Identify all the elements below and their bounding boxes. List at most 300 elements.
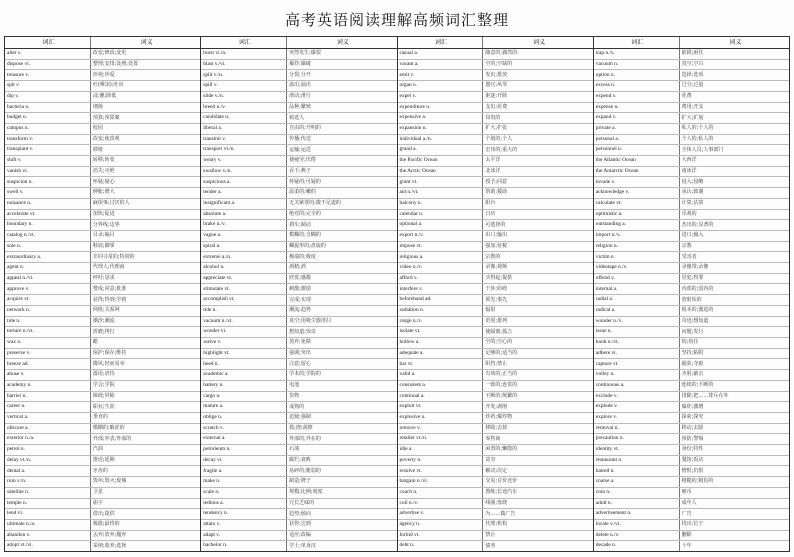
meaning-cell: 有效的;正当的 [485,371,518,378]
table-row [594,167,789,178]
word-cell: expansion n. [398,124,484,134]
table-row [5,488,200,499]
meaning-cell: 爆炸;爆破 [289,61,311,68]
meaning-cell: 教练;长途汽车 [485,489,518,496]
table-row [5,220,200,231]
table-row [201,103,396,114]
table-row [594,49,789,60]
table-column-3 [398,37,594,551]
table-row [201,327,396,338]
word-cell: accomplish vt. [201,295,287,305]
table-row [398,466,593,477]
meaning-cell: 腐烂;衰败 [289,457,311,464]
meaning-cell: 模糊的;含糊的 [289,232,321,239]
table-row [201,274,396,285]
table-row [201,477,396,488]
table-row [5,156,200,167]
table-row [5,263,200,274]
word-cell: external a. [201,434,287,444]
meaning-cell: 费用;开支 [681,103,704,110]
meaning-cell: 规模;比例;刻度 [289,489,323,496]
table-row [201,349,396,360]
table-row [594,499,789,510]
word-cell: expensive a. [398,113,484,123]
word-cell: battery n. [201,381,287,391]
meaning-cell: 学士;单身汉 [289,542,316,549]
meaning-cell: 溢出;涌出 [289,82,311,89]
meaning-cell: 广告 [681,510,692,517]
meaning-cell: 滥用;虐待 [92,371,115,378]
meaning-cell: 进口;输入 [681,232,704,239]
word-cell: tide n. [201,306,287,316]
word-cell: exploit vt. [398,402,484,412]
table-row [398,327,593,338]
meaning-cell: 线圈;盘绕 [485,499,508,506]
table-row [398,49,593,60]
meaning-cell: 适应;改编 [289,531,311,538]
meaning-cell: 阳台 [485,200,496,207]
table-row [398,295,593,306]
meaning-cell: 范围;排列 [485,317,508,324]
word-cell: continuous a. [594,381,680,391]
word-cell: explosive n. [398,413,484,423]
meaning-cell: 汽油 [92,446,103,453]
table-row [5,188,200,199]
table-row [5,124,200,135]
word-cell: coach n. [398,488,484,498]
table-row [201,317,396,328]
meaning-cell: 学会;学院 [92,382,115,389]
word-cell: acknowledge v. [594,188,680,198]
word-cell: adapt v. [201,531,287,541]
word-cell: vacuum n./vt. [201,317,287,327]
word-cell: satellite n. [5,488,91,498]
word-cell: delete n./v. [594,531,680,541]
table-row [201,392,396,403]
table-row [594,477,789,488]
meaning-cell: 肿胀;增大 [92,189,115,196]
word-cell: alcohol n. [201,263,287,273]
meaning-cell: 完成;实现 [289,296,311,303]
meaning-cell: 改变;修改;变更 [92,50,127,57]
table-row [594,70,789,81]
header-word: 词汇 [5,37,91,48]
table-row [201,488,396,499]
table-row [594,520,789,531]
word-cell: shift v. [5,156,91,166]
word-cell: burst vi./n. [201,49,287,59]
word-cell: spiral a. [201,242,287,252]
word-cell: agency n. [398,520,484,530]
table-row [201,424,396,435]
table-row [594,349,789,360]
meaning-cell: 授予;同意 [485,178,508,185]
table-row [398,424,593,435]
word-cell: abandon v. [5,531,91,541]
meaning-cell: 支出;花费 [485,103,508,110]
table-row [398,488,593,499]
word-cell: career n. [5,402,91,412]
column-header [5,37,200,49]
table-row [201,70,396,81]
word-cell: excess n. [594,81,680,91]
table-row [201,210,396,221]
table-row [594,488,789,499]
header-meaning: 词义 [336,39,349,46]
meaning-cell: 欣赏;感激 [289,275,311,282]
table-row [398,113,593,124]
word-cell: obscure a. [5,424,91,434]
word-cell: radiation n. [398,306,484,316]
table-row [398,456,593,467]
table-row [398,520,593,531]
word-cell: invade v. [594,177,680,187]
word-cell: retailer vt./n. [398,434,484,444]
word-cell: academy n. [5,381,91,391]
word-cell: explode v. [594,402,680,412]
table-row [5,231,200,242]
table-row [398,167,593,178]
word-cell: hook n./vt. [594,338,680,348]
word-cell: outstanding a. [594,220,680,230]
word-cell: academic a. [201,370,287,380]
word-cell: liberal a. [201,124,287,134]
word-cell: treasure v. [5,70,91,80]
table-row [398,70,593,81]
word-cell: removal n. [594,424,680,434]
table-row [5,295,200,306]
meaning-cell: 刹车;制动 [289,221,311,228]
word-cell: vacuum n. [594,60,680,70]
meaning-cell: 分裂;分开 [289,71,311,78]
table-row [201,434,396,445]
word-cell: religious a. [398,252,484,262]
table-row [5,252,200,263]
meaning-cell: 非同寻常的;特别的 [92,253,135,260]
meaning-cell: 麻烦事;讨厌的人 [92,200,130,207]
table-row [398,541,593,551]
table-row [5,541,200,551]
meaning-cell: 自由的;开明的 [289,125,321,132]
table-row [594,177,789,188]
meaning-cell: 根本的;激进的 [681,307,714,314]
word-cell: accelerate vt. [5,210,91,220]
word-cell: preserve v. [5,349,91,359]
meaning-cell: 潮流;趋势 [289,307,311,314]
table-row [5,60,200,71]
word-cell: acquire vt. [5,295,91,305]
meaning-cell: 预防;警惕 [681,435,704,442]
meaning-cell: 校园 [92,125,103,132]
column-header [594,37,789,49]
table-row [398,188,593,199]
page-title: 高考英语阅读理解高频词汇整理 [284,11,509,29]
meaning-cell: 使隔离;孤立 [485,328,513,335]
table-row [594,392,789,403]
word-cell: spill v. [201,81,287,91]
word-cell: sole n. [5,242,91,252]
table-body [594,49,789,551]
word-cell: appreciate vt. [201,274,287,284]
table-row [594,188,789,199]
word-cell: vague a. [201,231,287,241]
meaning-cell: 零售商 [485,435,501,442]
table-row [5,509,200,520]
meaning-cell: 放射状的 [681,296,702,303]
meaning-cell: 憎恨;仇恨 [681,467,704,474]
word-cell: individual a./n. [398,135,484,145]
table-row [201,499,396,510]
table-row [5,242,200,253]
meaning-cell: 极端的;极度 [289,253,316,260]
word-cell: restaurant n. [594,456,680,466]
meaning-cell: 强加;征税 [485,243,508,249]
word-cell: hatred n. [594,466,680,476]
table-row [594,92,789,103]
word-cell: expand v. [594,113,680,123]
table-row [5,145,200,156]
meaning-cell: 不断的;频繁的 [485,392,518,399]
meaning-cell: 大西洋 [681,157,697,164]
word-cell: coil n./v. [398,499,484,509]
word-cell: spit v. [5,81,91,91]
table-row [594,145,789,156]
meaning-cell: 干涉;妨碍 [485,285,508,292]
meaning-cell: 易碎的;脆弱的 [289,467,321,474]
word-cell: split v./n. [201,70,287,80]
meaning-cell: 绝对的;完全的 [289,210,321,217]
table-row [5,402,200,413]
meaning-cell: 学术的;学院的 [289,371,321,378]
meaning-cell: 抓;挠;刮擦 [289,424,313,431]
table-row [398,60,593,71]
meaning-cell: 承认;致谢 [681,189,704,196]
meaning-cell: 餐馆;饭店 [681,457,704,464]
table-row [398,499,593,510]
meaning-cell: 宗教 [681,243,692,249]
word-cell: swell v. [5,188,91,198]
meaning-cell: 陷阱;困住 [681,50,704,57]
word-cell: extraordinary a. [5,252,91,262]
meaning-cell: 改变;使改观 [92,135,120,142]
table-row [398,381,593,392]
meaning-cell: 想知道;惊奇 [289,328,316,335]
word-cell: volley n. [594,370,680,380]
meaning-cell: 扩大;扩张 [485,125,508,132]
meaning-cell: 怀疑;疑心 [92,178,115,185]
table-row [201,295,396,306]
table-row [201,145,396,156]
word-cell: waive v. [201,338,287,348]
table-row [5,520,200,531]
word-cell: balcony n. [398,199,484,209]
meaning-cell: 代理;机构 [485,521,508,528]
meaning-cell: 奇迹;想知道 [681,317,709,324]
meaning-cell: 花费 [681,93,692,100]
meaning-cell: 空的;空缺的 [485,61,513,68]
table-row [201,252,396,263]
word-cell: vacant a. [398,60,484,70]
table-row [398,531,593,542]
word-cell: tide n. [5,317,91,327]
table-row [201,402,396,413]
word-cell: continual a. [398,392,484,402]
meaning-cell: 移动;去除 [681,424,704,431]
word-cell: tendency n. [201,509,287,519]
table-row [594,445,789,456]
header-word: 词汇 [398,37,484,48]
meaning-cell: 职业;生涯 [92,403,115,410]
table-row [594,434,789,445]
table-row [594,242,789,253]
meaning-cell: 模糊的;晦涩的 [92,424,125,431]
table-row [5,113,200,124]
word-cell: interfere v. [398,284,484,294]
meaning-cell: 找出;位于 [681,521,704,528]
word-cell: religion n. [594,242,680,252]
word-cell: internal a. [594,284,680,294]
word-cell: delay vt./n. [5,456,91,466]
word-cell: vanish vi. [5,167,91,177]
table-row [5,177,200,188]
word-cell: wonder vi. [201,327,287,337]
table-row [5,445,200,456]
word-cell: ruin v./n. [5,477,91,487]
meaning-cell: 闲置的;懒散的 [485,446,518,453]
meaning-cell: 折磨;拷打 [92,328,115,335]
meaning-cell: 获得;达到 [289,521,311,528]
table-row [594,103,789,114]
word-cell: boundary n. [5,220,91,230]
table-row [5,499,200,510]
meaning-cell: 受害者 [681,253,697,260]
table-row [5,210,200,221]
word-cell: expense n. [594,103,680,113]
meaning-cell: 趋势;倾向 [289,510,311,517]
meaning-cell: 采纳;收养;选择 [92,542,127,549]
meaning-cell: 强调;突出 [289,350,311,357]
meaning-cell: 可选择的 [485,221,506,228]
word-cell: highlight vt. [201,349,287,359]
table-row [5,274,200,285]
table-row [5,466,200,477]
word-cell: the Antarctic Ocean [594,167,680,177]
table-row [594,295,789,306]
table-row [594,124,789,135]
table-row [5,81,200,92]
meaning-cell: 买得起;提供 [485,275,513,282]
table-row [201,263,396,274]
meaning-cell: 毁坏;毁灭;废墟 [92,478,127,485]
word-cell: trap n./v. [594,49,680,59]
meaning-cell: 潮汐;潮流 [92,317,115,324]
meaning-cell: 北冰洋 [485,168,501,175]
meaning-cell: 侵入;侵略 [681,178,704,185]
meaning-cell: 吞下;燕子 [289,168,311,175]
meaning-cell: 赞成;同意;批准 [92,285,127,292]
table-row [5,327,200,338]
word-cell: hollow a. [398,338,484,348]
meaning-cell: 太平洋 [485,157,501,164]
word-cell: option n. [594,70,680,80]
word-cell: videotape n./v. [594,263,680,273]
meaning-cell: 乐观的 [681,210,697,217]
table-row [5,167,200,178]
table-row [201,188,396,199]
table-row [5,531,200,542]
table-row [5,338,200,349]
word-cell: coarse a. [594,477,680,487]
word-cell: resolve vt. [398,466,484,476]
word-cell: petrol n. [5,445,91,455]
table-body [5,49,200,551]
word-cell: expel v. [398,92,484,102]
word-cell: cargo n. [201,392,287,402]
table-row [201,167,396,178]
word-cell: transplant v. [5,145,91,155]
meaning-cell: 过分;过量 [681,82,704,89]
meaning-cell: 垂直的 [92,414,108,421]
meaning-cell: 出口;输出 [485,232,508,239]
word-cell: advertise v. [398,509,484,519]
table-row [594,210,789,221]
word-cell: exclude v. [594,392,680,402]
meaning-cell: 爆炸;激增 [681,403,704,410]
word-cell: idle a. [398,445,484,455]
meaning-cell: 禁止 [485,531,496,538]
table-row [398,242,593,253]
word-cell: mature a. [201,402,287,412]
table-row [5,199,200,210]
word-cell: tender a. [201,188,287,198]
table-row [201,456,396,467]
table-row [5,424,200,435]
word-cell: casual a. [398,49,484,59]
meaning-cell: 冗长乏味的 [289,499,315,506]
word-cell: suspicious a. [201,177,287,187]
meaning-cell: 开发;剥削 [485,403,508,410]
word-cell: scratch v. [201,424,287,434]
table-row [201,81,396,92]
word-cell: valid a. [398,370,484,380]
table-row [5,103,200,114]
meaning-cell: 代理人;代理商 [92,264,125,271]
meaning-cell: 货物 [289,392,300,399]
meaning-cell: 丢弃;放弃;抛弃 [92,531,127,538]
table-row [398,124,593,135]
table-row [594,317,789,328]
meaning-cell: 解决;决定 [485,467,508,474]
meaning-cell: 转移;转变 [92,157,115,164]
header-meaning: 词义 [140,39,153,46]
meaning-cell: 整理;安排;处理;处置 [92,61,138,68]
word-cell: personnel n. [594,145,680,155]
meaning-cell: 移植 [92,146,103,153]
word-cell: isolate vt. [398,327,484,337]
meaning-cell: 录像;视频 [485,264,508,271]
table-row [398,220,593,231]
column-header [201,37,396,49]
table-column-4 [594,37,789,551]
word-cell: afford v. [398,274,484,284]
word-cell: remove v. [398,424,484,434]
meaning-cell: 浸;蘸;降低 [92,93,117,100]
word-cell: the Arctic Ocean [398,167,484,177]
table-column-1 [5,37,201,551]
word-cell: petroleum n. [201,445,287,455]
meaning-cell: 交易;讨价还价 [485,478,518,485]
table-row [594,327,789,338]
